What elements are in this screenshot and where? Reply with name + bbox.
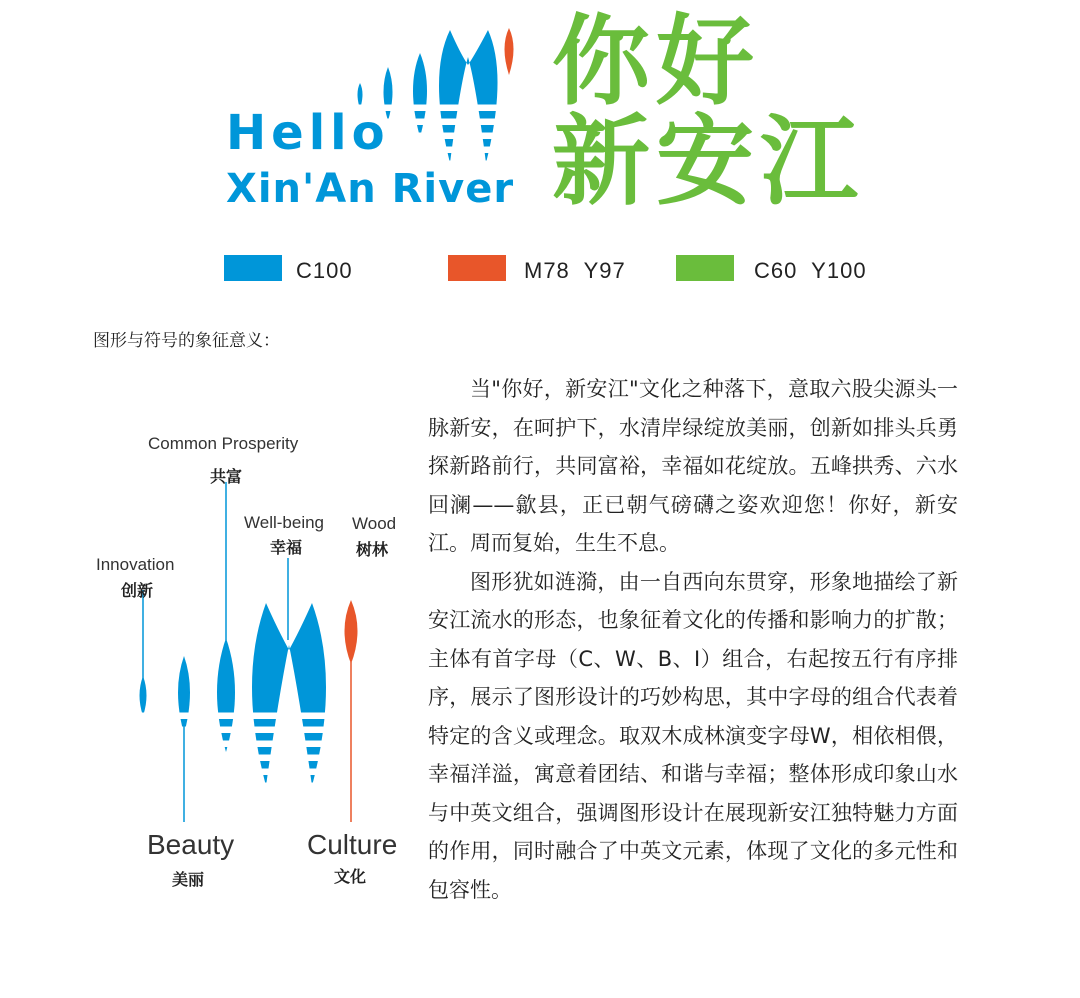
xinan-river-wordmark: Xin'An River (226, 166, 515, 212)
legend-swatch-orange (448, 255, 506, 281)
label-common-prosperity-cn: 共富 (210, 467, 243, 486)
label-innovation-cn: 创新 (121, 581, 154, 600)
cn-title-line2: 新安江 (552, 105, 865, 219)
label-wood-cn: 树林 (356, 540, 389, 559)
label-culture-en: Culture (307, 829, 398, 860)
label-culture-cn: 文化 (334, 867, 367, 886)
legend-label-green: C60 Y100 (754, 258, 867, 283)
legend-label-blue: C100 (296, 258, 353, 283)
section-heading: 图形与符号的象征意义： (93, 331, 280, 351)
label-common-prosperity-en: Common Prosperity (148, 434, 299, 453)
paragraph-1: 当"你好，新安江"文化之种落下，意取六股尖源头一脉新安，在呵护下，水清岸绿绽放美丽，创新如排头兵勇探新路前行，共同富裕，幸福如花绽放。五峰拱秀、六水回澜——歙县，正已朝气磅礴之姿欢迎您！你好，新安江。周而复始，生生不息。 (428, 377, 958, 555)
label-wood-en: Wood (352, 514, 397, 533)
legend-label-orange: M78 Y97 (524, 258, 626, 283)
label-wellbeing-en: Well-being (244, 513, 325, 532)
label-wellbeing-cn: 幸福 (270, 538, 303, 557)
label-innovation-en: Innovation (96, 555, 175, 574)
label-beauty-en: Beauty (147, 829, 235, 860)
label-beauty-cn: 美丽 (172, 870, 205, 889)
paragraph-2: 图形犹如涟漪，由一自西向东贯穿，形象地描绘了新安江流水的形态，也象征着文化的传播和影响力的扩散；主体有首字母（C、W、B、I）组合，右起按五行有序排序，展示了图形设计的巧妙构思，其中字母的组合代表着特定的含义或理念。取双木成林演变字母W，相依相偎，幸福洋溢，寓意着团结、和谐与幸福；整体形成印象山水与中英文组合，强调图形设计在展现新安江独特魅力方面的作用，同时融合了中英文元素，体现了文化的多元性和包容性。 (428, 569, 958, 902)
hello-wordmark: Hello (226, 105, 390, 161)
petal-culture-wood (345, 600, 358, 664)
cn-title-line1: 你好 (552, 5, 761, 119)
description-text (428, 370, 958, 909)
legend-swatch-green (676, 255, 734, 281)
